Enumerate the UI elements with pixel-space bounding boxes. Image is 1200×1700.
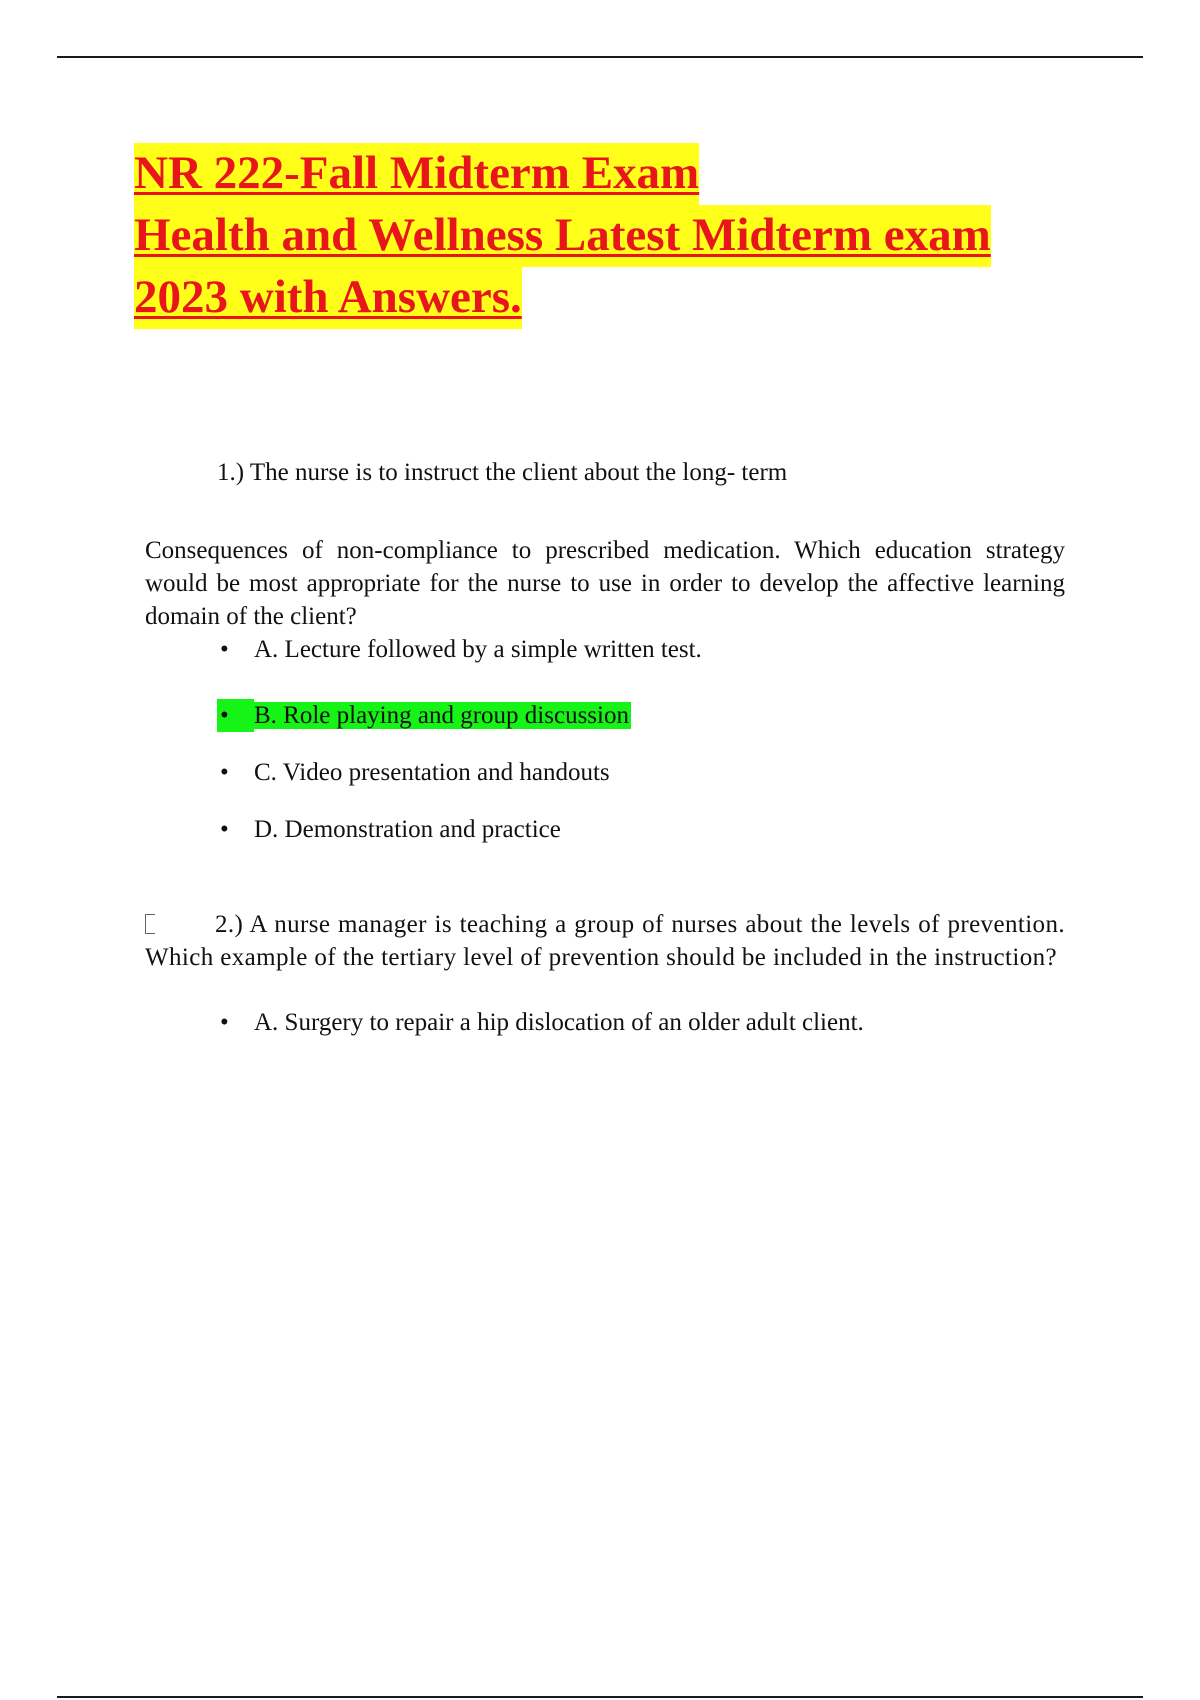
option-1b-correct: [217, 699, 631, 732]
document-title: [134, 147, 1094, 336]
option-2a: [217, 1006, 864, 1039]
title-line-1: NR 222-Fall Midterm Exam: [134, 150, 1094, 212]
title-line-2: Health and Wellness Latest Midterm exam: [134, 212, 1094, 274]
option-label: C. Video presentation and handouts: [254, 759, 610, 786]
bullet-icon: •: [220, 1009, 229, 1036]
question-1-body: Consequences of non-compliance to prescribed medication. Which education strategy would be most appropriate for the nurse to use in order to develop the affective learning domain of the client?: [145, 537, 1065, 630]
option-1c: [217, 756, 610, 789]
question-1-lead: 1.) The nurse is to instruct the client about the long- term: [217, 459, 788, 486]
bullet-icon: •: [217, 699, 254, 732]
option-label: B. Role playing and group discussion: [254, 702, 629, 729]
title-line-3: 2023 with Answers.: [134, 274, 1094, 336]
bullet-icon: •: [220, 816, 229, 843]
option-label: D. Demonstration and practice: [254, 816, 561, 843]
question-2-lead: 2.) A nurse manager is teaching a group of nurses about the levels of prevention. Which example of the tertiary level of prevention should be included in the instruction?: [145, 911, 1065, 971]
option-1d: [217, 813, 561, 846]
bullet-icon: •: [220, 759, 229, 786]
missing-glyph-icon: [145, 914, 155, 934]
question-2-body: [145, 908, 1065, 974]
bullet-icon: •: [220, 636, 229, 663]
header-rule: [57, 56, 1143, 58]
option-label: A. Surgery to repair a hip dislocation of an older adult client.: [254, 1009, 864, 1036]
option-1a: [217, 633, 702, 666]
option-label: A. Lecture followed by a simple written test.: [254, 636, 702, 663]
footer-rule: [57, 1696, 1143, 1698]
